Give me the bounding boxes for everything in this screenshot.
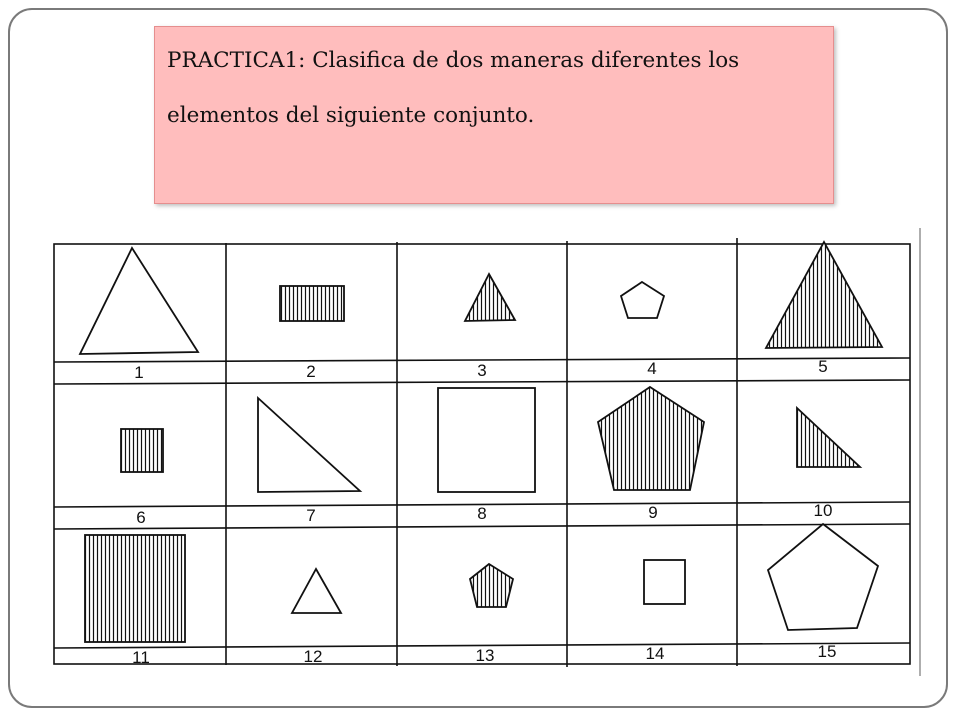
shape-4-small-pentagon	[621, 282, 664, 318]
cell-label: 3	[477, 361, 487, 380]
shape-7-large-right-triangle	[258, 398, 360, 492]
shape-11-large-hatched-square	[85, 535, 185, 642]
cell-label: 9	[648, 503, 658, 522]
shape-15-large-pentagon	[768, 524, 878, 630]
cell-label: 10	[813, 501, 833, 520]
cell-label: 11	[132, 648, 150, 667]
shape-2-hatched-rectangle	[280, 286, 344, 321]
shape-12-small-triangle	[292, 569, 341, 613]
shape-6-small-hatched-square	[121, 429, 163, 472]
shape-3-small-hatched-triangle	[465, 274, 515, 321]
cell-label: 13	[475, 646, 495, 665]
cell-label: 1	[134, 363, 144, 382]
cell-label: 6	[136, 508, 146, 527]
shape-13-small-hatched-pentagon	[470, 564, 513, 607]
shapes-figure	[52, 224, 924, 678]
cell-label: 2	[306, 362, 316, 381]
shape-10-small-hatched-right-triangle	[797, 408, 860, 467]
cell-label: 12	[303, 647, 323, 666]
cell-label: 14	[645, 644, 665, 663]
cell-label: 15	[817, 642, 837, 661]
shape-14-small-square	[644, 560, 685, 604]
title-line-1: PRACTICA1: Clasifica de dos maneras diferentes los	[167, 48, 740, 73]
cell-label: 5	[818, 357, 828, 376]
shape-5-large-hatched-triangle	[766, 242, 882, 348]
title-box	[154, 26, 834, 204]
cell-label: 7	[306, 506, 316, 525]
cell-label: 8	[477, 504, 487, 523]
shape-8-large-square	[438, 388, 535, 492]
shape-1-large-triangle	[80, 248, 198, 354]
cell-label: 4	[647, 359, 657, 378]
shape-9-large-hatched-pentagon	[598, 387, 704, 490]
title-line-2: elementos del siguiente conjunto.	[167, 103, 535, 128]
